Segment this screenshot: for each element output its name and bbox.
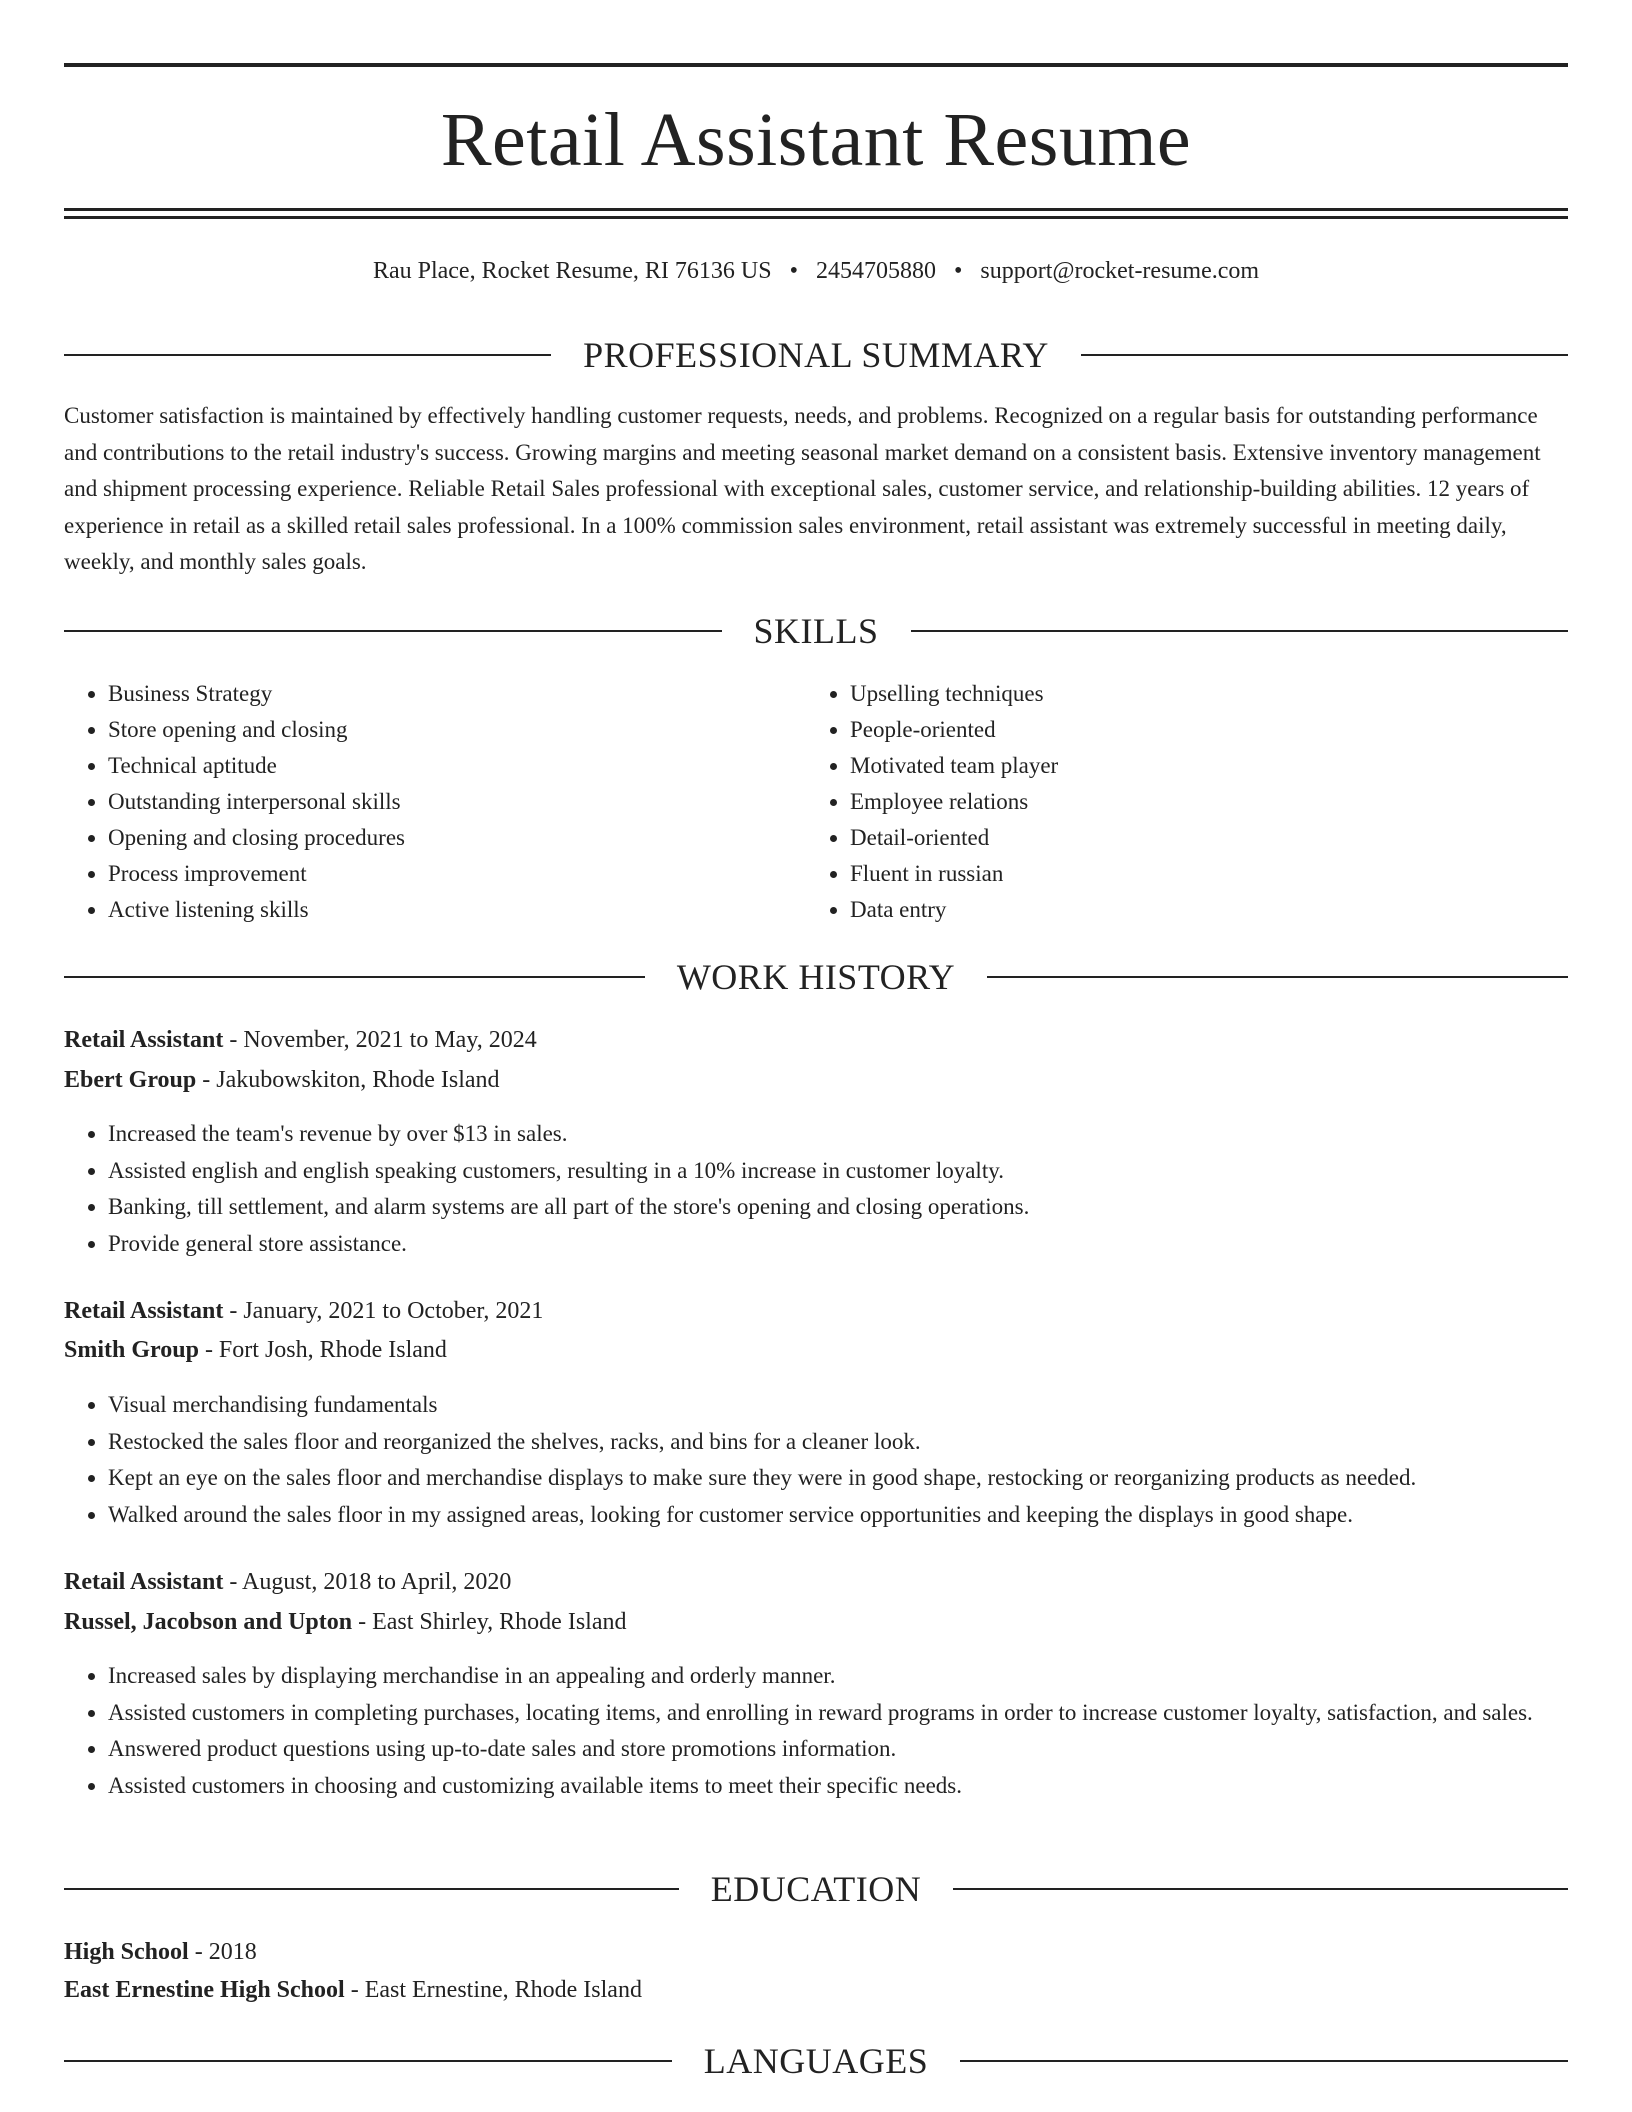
job-company-line	[64, 1604, 627, 1640]
education-degree: High School	[64, 1939, 189, 1965]
job-bullet: • Assisted english and english speaking customers, resulting in a 10% increase in customer loyalty.	[108, 1153, 1568, 1190]
job-location: - Fort Josh, Rhode Island	[198, 1337, 447, 1363]
section-title: WORK HISTORY	[676, 957, 956, 997]
job-bullet: • Banking, till settlement, and alarm systems are all part of the store's opening and closing operations.	[108, 1189, 1568, 1226]
job-title-line	[64, 1564, 511, 1600]
job-bullet: • Walked around the sales floor in my assigned areas, looking for customer service opportunities and keeping the displays in good shape.	[108, 1497, 1568, 1534]
skill-item: • Outstanding interpersonal skills	[108, 784, 764, 820]
job-company-line	[64, 1332, 447, 1368]
contact-address: Rau Place, Rocket Resume, RI 76136 US	[372, 258, 772, 284]
section-rule	[64, 354, 551, 356]
skill-item: • Technical aptitude	[108, 748, 764, 784]
page-title: Retail Assistant Resume	[440, 98, 1192, 182]
section-title: PROFESSIONAL SUMMARY	[583, 335, 1049, 375]
job-bullets	[64, 1116, 1568, 1262]
top-rule	[64, 63, 1568, 67]
section-rule	[987, 976, 1568, 978]
section-rule	[960, 2060, 1568, 2062]
section-title: LANGUAGES	[703, 2041, 929, 2081]
section-rule	[953, 1888, 1568, 1890]
skill-item: • Business Strategy	[108, 676, 764, 712]
job-dates: - January, 2021 to October, 2021	[223, 1298, 544, 1324]
job-bullet: • Provide general store assistance.	[108, 1226, 1568, 1263]
job-bullets	[64, 1658, 1568, 1804]
job-location: - Jakubowskiton, Rhode Island	[196, 1067, 500, 1093]
job-title: Retail Assistant	[64, 1027, 224, 1053]
skill-item: • Employee relations	[850, 784, 1506, 820]
job-bullet: • Visual merchandising fundamentals	[108, 1387, 1568, 1424]
section-rule	[64, 976, 645, 978]
title-rule-upper	[64, 208, 1568, 211]
skill-item: • Upselling techniques	[850, 676, 1506, 712]
contact-separator: •	[789, 258, 798, 284]
section-rule	[1081, 354, 1568, 356]
job-company-line	[64, 1062, 500, 1098]
skill-item: • Data entry	[850, 892, 1506, 928]
skill-item: • Motivated team player	[850, 748, 1506, 784]
skill-item: • Fluent in russian	[850, 856, 1506, 892]
job-bullet: • Kept an eye on the sales floor and merchandise displays to make sure they were in good shape, restocking or reorganizing products as needed.	[108, 1460, 1568, 1497]
section-header-skills	[64, 609, 1568, 653]
education-year: - 2018	[188, 1939, 257, 1965]
section-header-summary	[64, 333, 1568, 377]
job-company: Russel, Jacobson and Upton	[64, 1609, 353, 1635]
contact-email: support@rocket-resume.com	[980, 258, 1260, 284]
job-title: Retail Assistant	[64, 1298, 224, 1324]
skills-column-right	[806, 676, 1506, 928]
section-rule	[911, 630, 1569, 632]
job-bullet: • Restocked the sales floor and reorganized the shelves, racks, and bins for a cleaner look.	[108, 1424, 1568, 1461]
job-title: Retail Assistant	[64, 1569, 224, 1595]
skill-item: • Store opening and closing	[108, 712, 764, 748]
section-rule	[64, 1888, 679, 1890]
skill-item: • Process improvement	[108, 856, 764, 892]
contact-line	[64, 254, 1568, 288]
job-bullets	[64, 1387, 1568, 1533]
skill-item: • Active listening skills	[108, 892, 764, 928]
job-title-line	[64, 1293, 543, 1329]
job-bullet: • Increased the team's revenue by over $13 in sales.	[108, 1116, 1568, 1153]
job-bullet: • Increased sales by displaying merchandise in an appealing and orderly manner.	[108, 1658, 1568, 1695]
job-title-line	[64, 1022, 537, 1058]
job-company: Smith Group	[64, 1337, 199, 1363]
summary-text: Customer satisfaction is maintained by effectively handling customer requests, needs, and problems. Recognized on a regular basis for outstanding performance and contributions to the retail industry's success. Growing margins and meeting seasonal market demand on a consistent basis. Extensive inventory management and shipment processing experience. Reliable Retail Sales professional with exceptional sales, customer service, and relationship-building abilities. 12 years of experience in retail as a skilled retail sales professional. In a 100% commission sales environment, retail assistant was extremely successful in meeting daily, weekly, and monthly sales goals.	[64, 403, 1541, 574]
skill-item: • Detail-oriented	[850, 820, 1506, 856]
section-header-education	[64, 1867, 1568, 1911]
education-school-line	[64, 1972, 642, 2008]
section-rule	[64, 630, 722, 632]
education-degree-line	[64, 1934, 257, 1970]
job-location: - East Shirley, Rhode Island	[352, 1609, 627, 1635]
job-company: Ebert Group	[64, 1067, 197, 1093]
job-bullet: • Answered product questions using up-to-date sales and store promotions information.	[108, 1731, 1568, 1768]
section-rule	[64, 2060, 672, 2062]
section-title: EDUCATION	[710, 1869, 922, 1909]
job-dates: - November, 2021 to May, 2024	[223, 1027, 537, 1053]
skills-column-left	[64, 676, 764, 928]
job-bullet: • Assisted customers in choosing and customizing available items to meet their specific needs.	[108, 1768, 1568, 1805]
job-bullet: • Assisted customers in completing purchases, locating items, and enrolling in reward programs in order to increase customer loyalty, satisfaction, and sales.	[108, 1695, 1568, 1732]
contact-phone: 2454705880	[815, 258, 936, 284]
job-dates: - August, 2018 to April, 2020	[223, 1569, 512, 1595]
title-rule-lower	[64, 216, 1568, 219]
skill-item: • People-oriented	[850, 712, 1506, 748]
contact-separator: •	[953, 258, 963, 284]
education-location: - East Ernestine, Rhode Island	[344, 1977, 642, 2003]
skill-item: • Opening and closing procedures	[108, 820, 764, 856]
section-title: SKILLS	[753, 611, 879, 651]
education-school: East Ernestine High School	[64, 1977, 345, 2003]
section-header-languages	[64, 2039, 1568, 2083]
section-header-work	[64, 955, 1568, 999]
